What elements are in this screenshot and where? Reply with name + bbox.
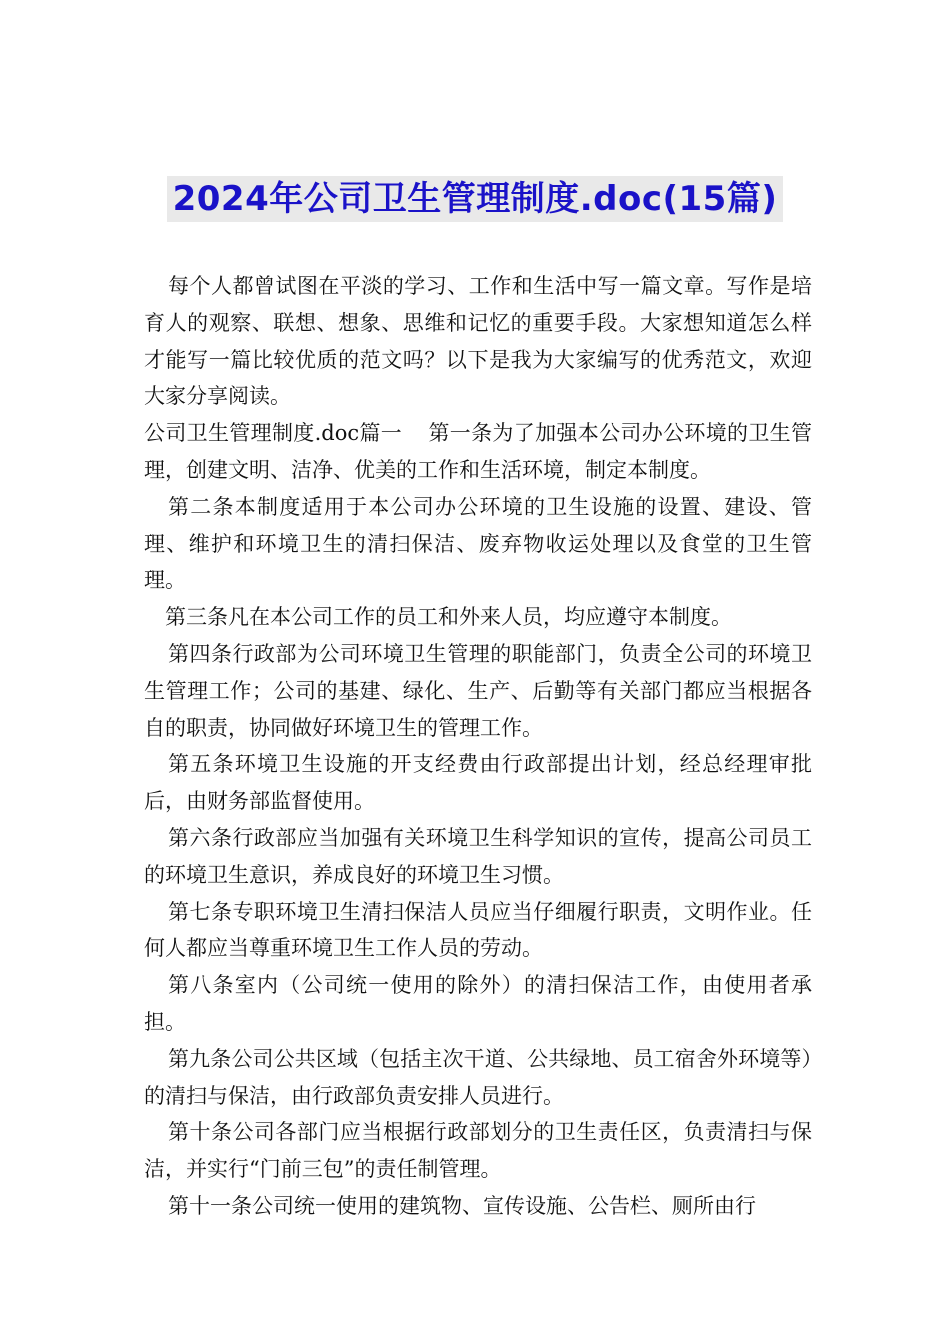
document-body xyxy=(144,268,812,1225)
intro-paragraph: 每个人都曾试图在平淡的学习、工作和生活中写一篇文章。写作是培育人的观察、联想、想象、思维和记忆的重要手段。大家想知道怎么样才能写一篇比较优质的范文吗？以下是我为大家编写的优秀范文，欢迎大家分享阅读。 xyxy=(144,274,812,409)
article-2-paragraph: 第二条本制度适用于本公司办公环境的卫生设施的设置、建设、管理、维护和环境卫生的清扫保洁、废弃物收运处理以及食堂的卫生管理。 xyxy=(144,494,812,593)
article-4-paragraph: 第四条行政部为公司环境卫生管理的职能部门，负责全公司的环境卫生管理工作；公司的基建、绿化、生产、后勤等有关部门都应当根据各自的职责，协同做好环境卫生的管理工作。 xyxy=(144,641,812,740)
article-3-paragraph: 第三条凡在本公司工作的员工和外来人员，均应遵守本制度。 xyxy=(165,605,732,630)
article-6-paragraph: 第六条行政部应当加强有关环境卫生科学知识的宣传，提高公司员工的环境卫生意识，养成良好的环境卫生习惯。 xyxy=(144,825,812,887)
article-9-paragraph: 第九条公司公共区域（包括主次干道、公共绿地、员工宿舍外环境等）的清扫与保洁，由行政部负责安排人员进行。 xyxy=(144,1046,812,1108)
article-8-paragraph: 第八条室内（公司统一使用的除外）的清扫保洁工作，由使用者承担。 xyxy=(144,973,812,1034)
article-5-paragraph: 第五条环境卫生设施的开支经费由行政部提出计划，经总经理审批后，由财务部监督使用。 xyxy=(144,752,812,814)
article-1-text: 第一条为了加强本公司办公环境的卫生管理，创建文明、洁净、优美的工作和生活环境，制定本制度。 xyxy=(144,421,813,482)
section-heading: 公司卫生管理制度.doc篇一 xyxy=(144,421,403,446)
article-10-paragraph: 第十条公司各部门应当根据行政部划分的卫生责任区，负责清扫与保洁，并实行“门前三包”的责任制管理。 xyxy=(144,1120,812,1182)
document-title: 2024年公司卫生管理制度.doc(15篇) xyxy=(167,176,784,222)
section-heading-paragraph xyxy=(144,415,812,489)
title-block xyxy=(0,176,950,222)
article-7-paragraph: 第七条专职环境卫生清扫保洁人员应当仔细履行职责，文明作业。任何人都应当尊重环境卫生工作人员的劳动。 xyxy=(144,899,812,961)
article-11-paragraph: 第十一条公司统一使用的建筑物、宣传设施、公告栏、厕所由行 xyxy=(168,1193,756,1218)
